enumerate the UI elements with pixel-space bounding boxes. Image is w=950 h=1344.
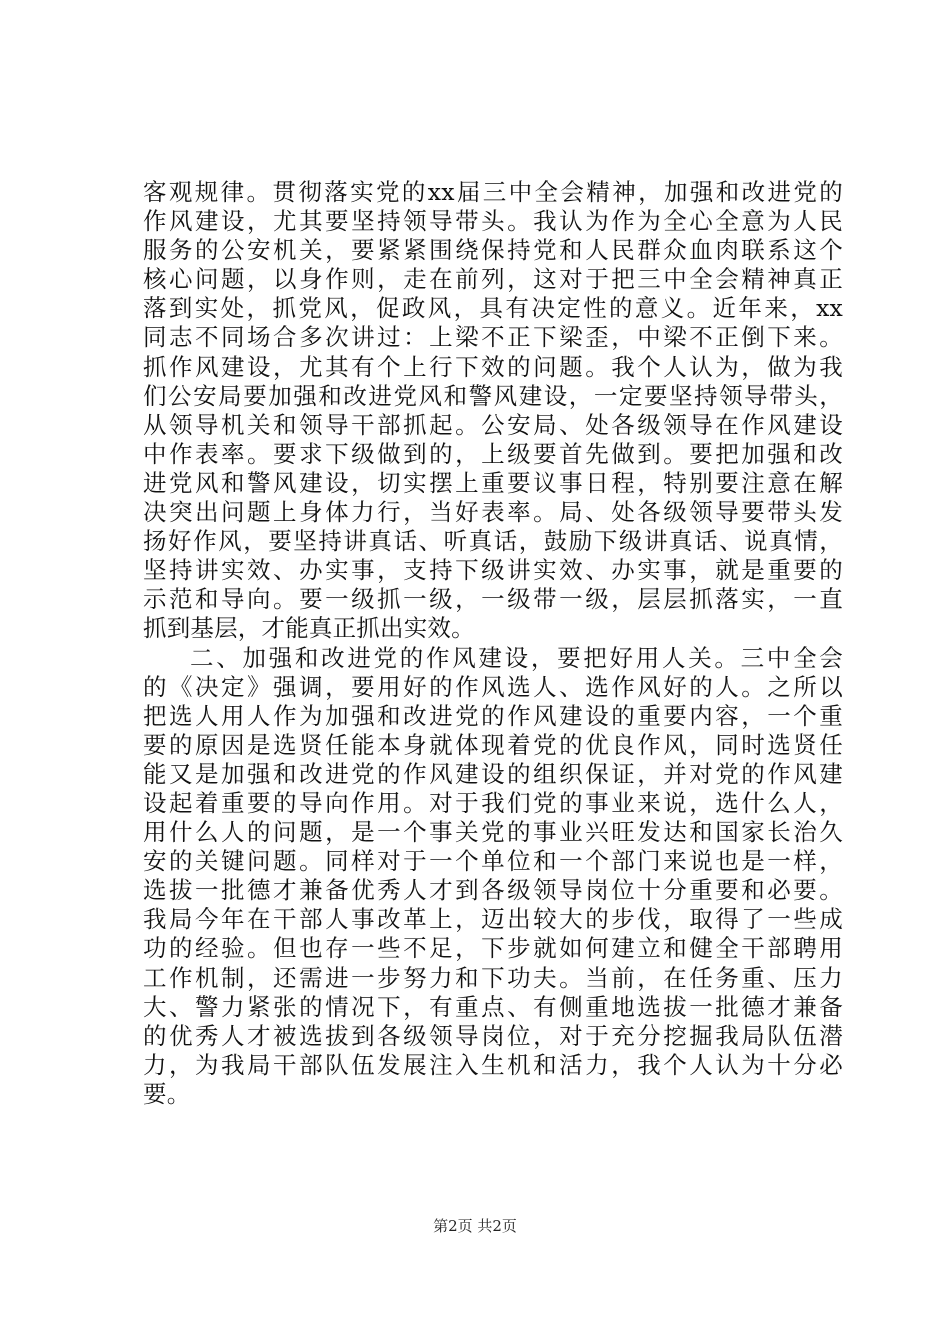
text-line: 要。 [143, 1079, 191, 1108]
document-body [143, 178, 843, 1109]
text-line: 进党风和警风建设，切实摆上重要议事日程，特别要注意在解 [143, 468, 843, 497]
page-number: 第2页 共2页 [433, 1217, 517, 1235]
text-line: 决突出问题上身体力行，当好表率。局、处各级领导要带头发 [143, 498, 843, 527]
text-line: 客观规律。贯彻落实党的xx届三中全会精神，加强和改进党的 [143, 178, 843, 206]
text-line: 力，为我局干部队伍发展注入生机和活力，我个人认为十分必 [143, 1050, 843, 1079]
text-line: 落到实处，抓党风，促政风，具有决定性的意义。近年来，xx [143, 294, 843, 323]
text-line: 工作机制，还需进一步努力和下功夫。当前，在任务重、压力 [143, 963, 843, 992]
text-line: 从领导机关和领导干部抓起。公安局、处各级领导在作风建设 [143, 410, 843, 439]
text-line: 示范和导向。要一级抓一级，一级带一级，层层抓落实，一直 [143, 585, 843, 614]
text-line: 我局今年在干部人事改革上，迈出较大的步伐，取得了一些成 [143, 905, 843, 934]
text-line: 功的经验。但也存一些不足，下步就如何建立和健全干部聘用 [143, 934, 843, 963]
text-line: 二、加强和改进党的作风建设，要把好用人关。三中全会 [190, 643, 843, 672]
text-line: 选拔一批德才兼备优秀人才到各级领导岗位十分重要和必要。 [143, 876, 843, 905]
text-line: 坚持讲实效、办实事，支持下级讲实效、办实事，就是重要的 [143, 556, 843, 585]
text-line: 设起着重要的导向作用。对于我们党的事业来说，选什么人， [143, 788, 843, 817]
text-line: 的《决定》强调，要用好的作风选人、选作风好的人。之所以 [143, 672, 843, 701]
text-line: 核心问题，以身作则，走在前列，这对于把三中全会精神真正 [143, 265, 843, 294]
text-line: 要的原因是选贤任能本身就体现着党的优良作风，同时选贤任 [143, 730, 843, 759]
text-line: 用什么人的问题，是一个事关党的事业兴旺发达和国家长治久 [143, 818, 843, 847]
text-line: 能又是加强和改进党的作风建设的组织保证，并对党的作风建 [143, 759, 843, 788]
text-line: 安的关键问题。同样对于一个单位和一个部门来说也是一样， [143, 847, 843, 876]
paragraph-2 [143, 644, 843, 1110]
paragraph-1 [143, 178, 843, 644]
text-line: 抓作风建设，尤其有个上行下效的问题。我个人认为，做为我 [143, 352, 843, 381]
text-line: 扬好作风，要坚持讲真话、听真话，鼓励下级讲真话、说真情， [143, 527, 843, 556]
text-line: 中作表率。要求下级做到的，上级要首先做到。要把加强和改 [143, 439, 843, 468]
text-line: 把选人用人作为加强和改进党的作风建设的重要内容，一个重 [143, 701, 843, 730]
text-line: 同志不同场合多次讲过：上梁不正下梁歪，中梁不正倒下来。 [143, 323, 843, 352]
text-line: 的优秀人才被选拔到各级领导岗位，对于充分挖掘我局队伍潜 [143, 1021, 843, 1050]
page-footer [0, 1216, 950, 1236]
text-line: 抓到基层，才能真正抓出实效。 [143, 614, 475, 643]
text-line: 们公安局要加强和改进党风和警风建设，一定要坚持领导带头， [143, 381, 843, 410]
text-line: 作风建设，尤其要坚持领导带头。我认为作为全心全意为人民 [143, 207, 843, 236]
text-line: 大、警力紧张的情况下，有重点、有侧重地选拔一批德才兼备 [143, 992, 843, 1021]
text-line: 服务的公安机关，要紧紧围绕保持党和人民群众血肉联系这个 [143, 236, 843, 265]
